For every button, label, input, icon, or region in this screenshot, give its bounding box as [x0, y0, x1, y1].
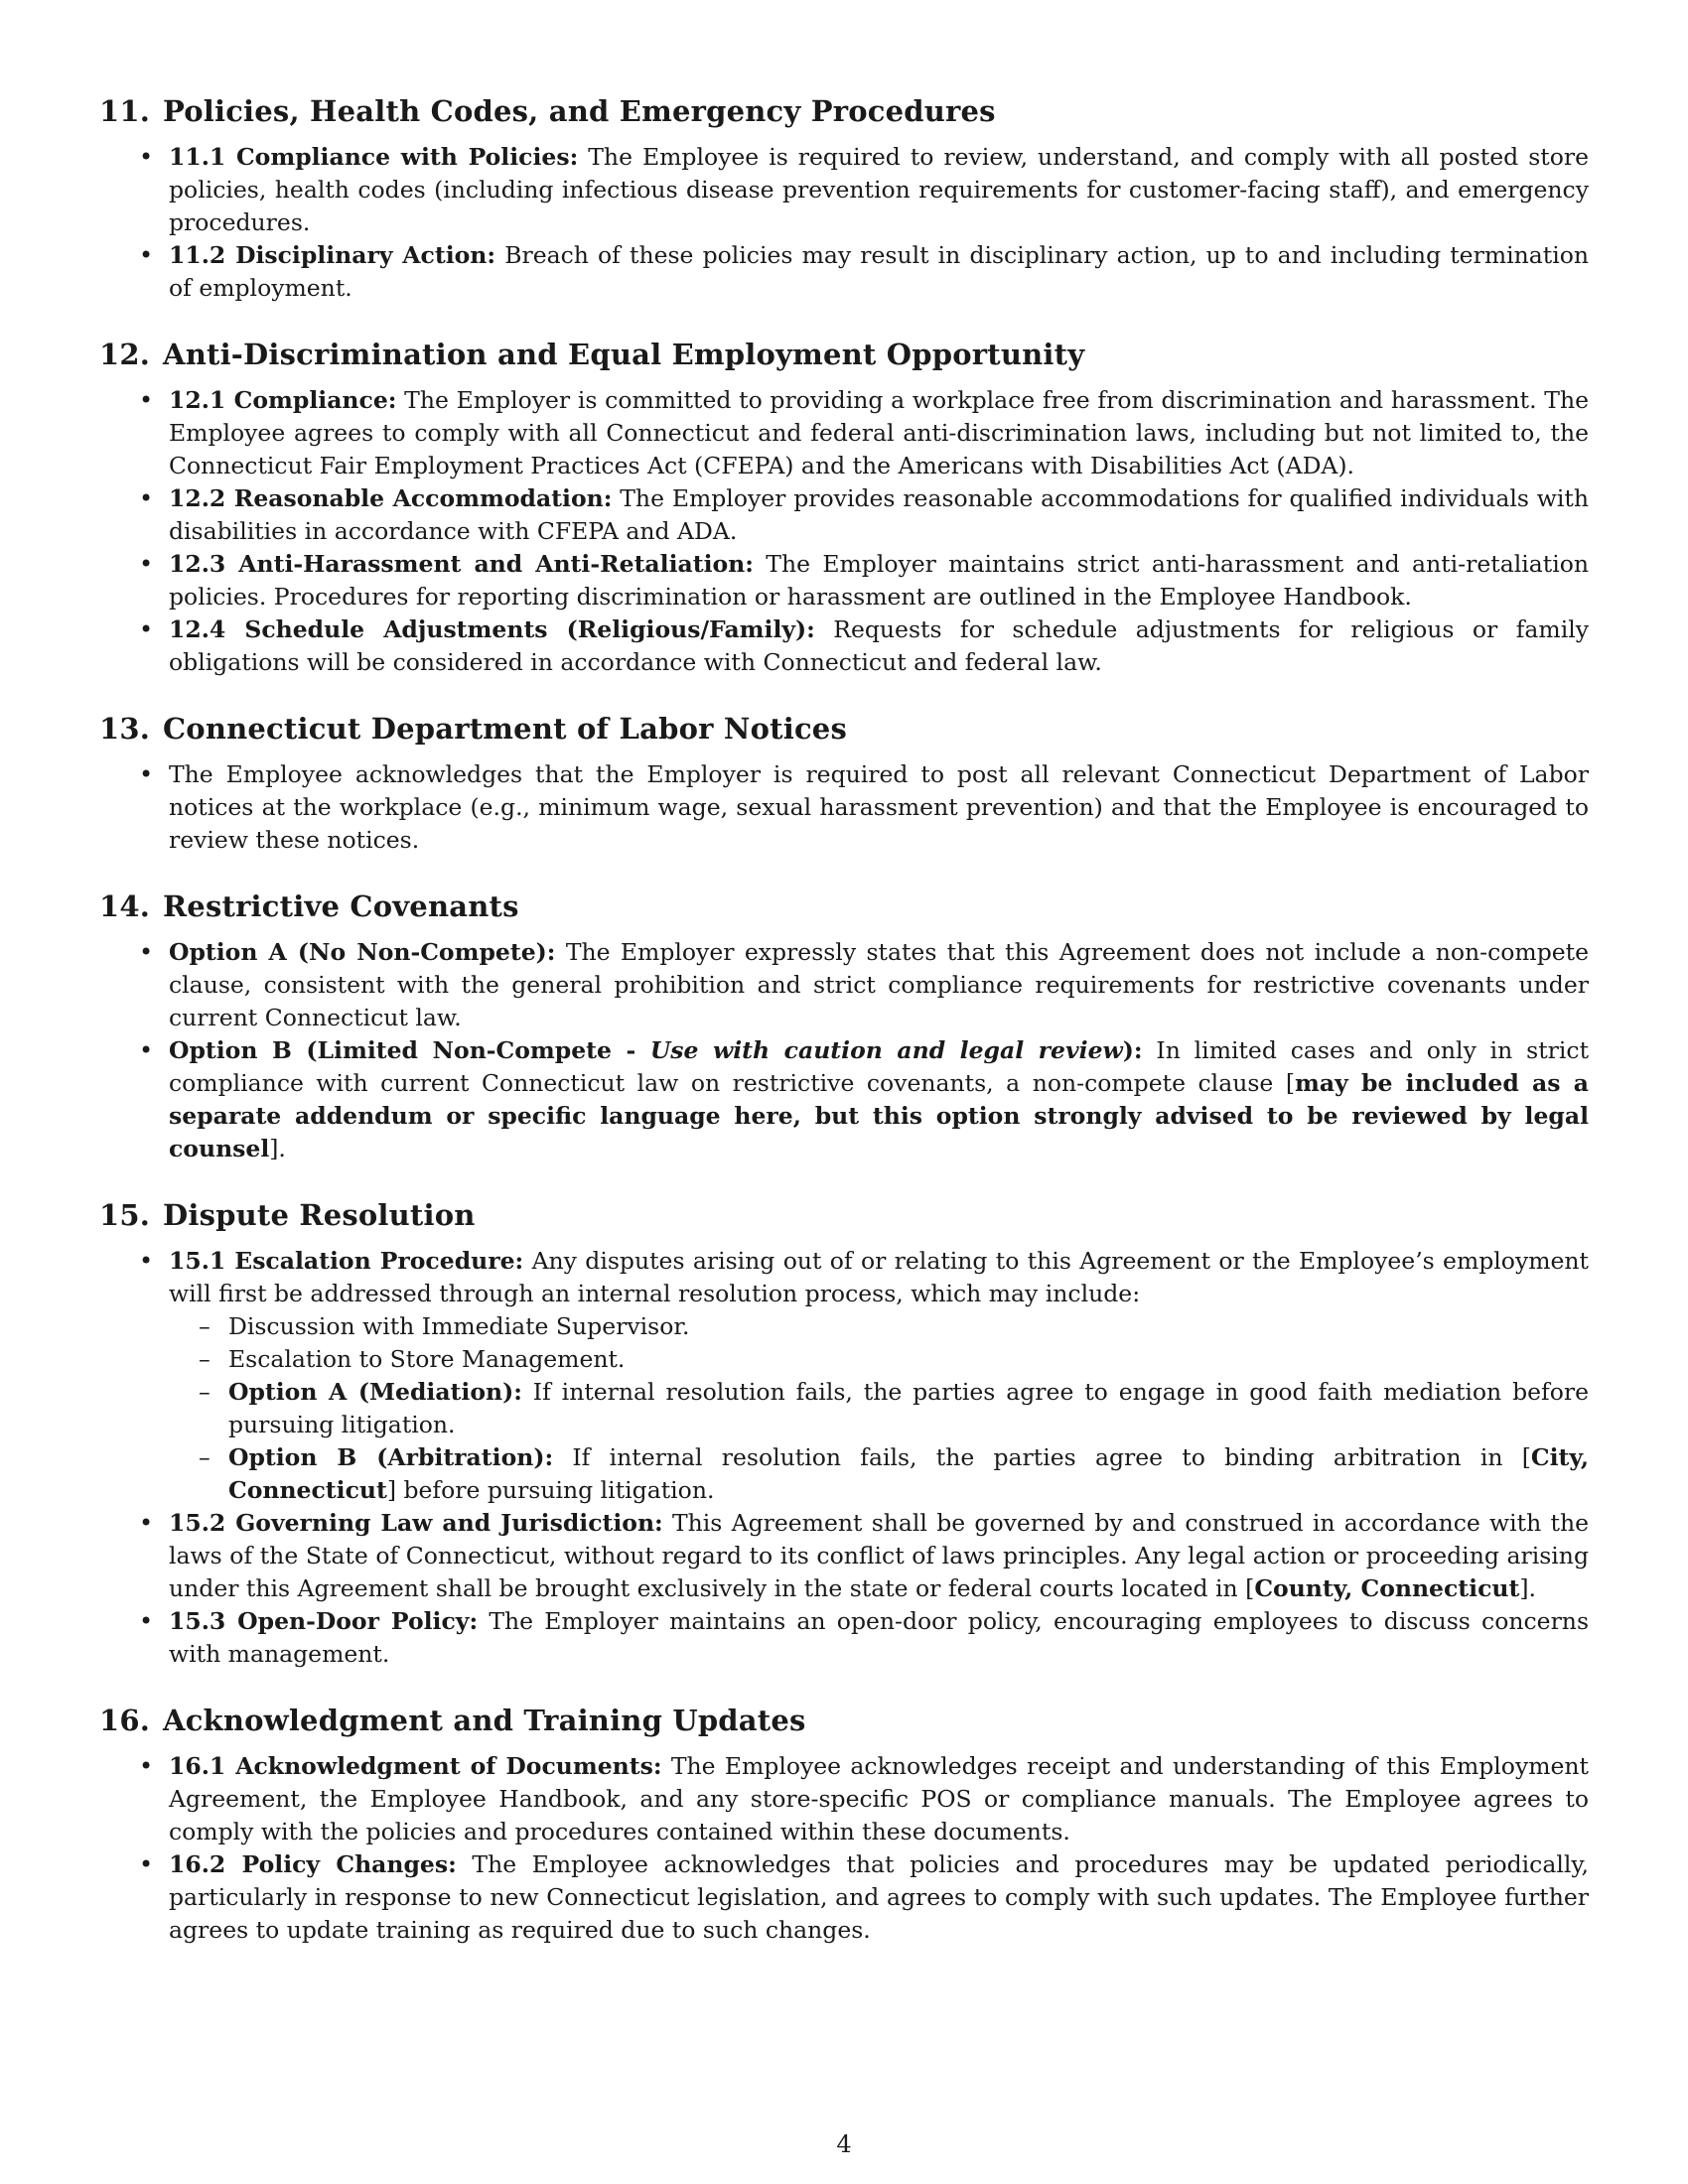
section-title: Policies, Health Codes, and Emergency Procedures — [163, 94, 996, 128]
section-number: 15. — [99, 1198, 151, 1232]
clause-text: Breach of these policies may result in disciplinary action, up to and including termination of employment. — [169, 241, 1590, 302]
clause-label: 15.3 Open-Door Policy: — [169, 1607, 479, 1635]
document-page — [99, 91, 1589, 1977]
clause-item — [169, 548, 1589, 614]
clause-text: If internal resolution fails, the parties agree to engage in good faith mediation before pursuing litigation. — [228, 1378, 1590, 1438]
clause-item — [169, 936, 1589, 1034]
clause-list — [99, 758, 1589, 857]
page-number: 4 — [836, 2130, 852, 2158]
clause-text: If internal resolution fails, the parties agree to binding arbitration in [ — [553, 1443, 1531, 1471]
section-heading — [99, 1195, 1589, 1235]
clause-text: Any disputes arising out of or relating to this Agreement or the Employee’s employment will first be addressed through an internal resolution process, which may include: — [169, 1247, 1590, 1307]
section-heading — [99, 887, 1589, 926]
clause-item — [169, 1848, 1589, 1947]
section-heading — [99, 709, 1589, 749]
clause-list — [99, 1245, 1589, 1671]
clause-text: The Employer is committed to providing a workplace free from discrimination and harassment. The Employee agrees to comply with all Connecticut and federal anti-discrimination laws, including but not limited to, the Connecticut Fair Employment Practices Act (CFEPA) and the Americans with Disabilities Act (ADA). — [169, 386, 1590, 479]
clause-label: 11.2 Disciplinary Action: — [169, 241, 496, 269]
clause-item — [169, 1245, 1589, 1507]
clause-label: 12.3 Anti-Harassment and Anti-Retaliation: — [169, 550, 754, 578]
clause-text: The Employer maintains an open-door policy, encouraging employees to discuss concerns with management. — [169, 1607, 1590, 1668]
section-number: 13. — [99, 712, 151, 746]
clause-text: The Employee acknowledges receipt and understanding of this Employment Agreement, the Employee Handbook, and any store-specific POS or compliance manuals. The Employee agrees to comply with the policies and procedures contained within these documents. — [169, 1752, 1589, 1845]
clause-item — [169, 1507, 1589, 1605]
clause-label: 15.1 Escalation Procedure: — [169, 1247, 524, 1275]
section-title: Acknowledgment and Training Updates — [163, 1704, 806, 1737]
clause-list — [99, 936, 1589, 1165]
clause-item — [169, 614, 1589, 679]
clause-text-end: ] before pursuing litigation. — [386, 1476, 715, 1504]
clause-item — [169, 1605, 1589, 1671]
clause-list — [99, 384, 1589, 679]
section-11 — [99, 91, 1589, 305]
section-title: Dispute Resolution — [163, 1198, 476, 1232]
clause-label: 16.1 Acknowledgment of Documents: — [169, 1752, 662, 1780]
clause-text: The Employer maintains strict anti-harassment and anti-retaliation policies. Procedures for reporting discrimination or harassment are outlined in the Employee Handbook. — [169, 550, 1589, 611]
section-heading — [99, 335, 1589, 374]
section-title: Connecticut Department of Labor Notices — [163, 712, 847, 746]
section-13 — [99, 709, 1589, 857]
clause-label: ): — [1122, 1036, 1143, 1064]
sub-clause-item — [228, 1376, 1589, 1441]
clause-label: Option A (No Non-Compete): — [169, 938, 556, 966]
section-number: 16. — [99, 1704, 151, 1737]
clause-text: In limited cases and only in strict compliance with current Connecticut law on restrictive covenants, a non-compete clause [ — [169, 1036, 1590, 1097]
clause-label: Option A (Mediation): — [228, 1378, 522, 1406]
clause-text: The Employer provides reasonable accommodations for qualified individuals with disabilities in accordance with CFEPA and ADA. — [169, 484, 1589, 545]
clause-text: The Employee acknowledges that policies and procedures may be updated periodically, particularly in response to new Connecticut legislation, and agrees to comply with such updates. The Employee further agrees to update training as required due to such changes. — [169, 1850, 1589, 1944]
section-14 — [99, 887, 1589, 1165]
section-title: Anti-Discrimination and Equal Employment Opportunity — [163, 338, 1085, 371]
clause-text-end: ]. — [1519, 1574, 1536, 1602]
clause-item — [169, 1034, 1589, 1165]
section-15 — [99, 1195, 1589, 1671]
clause-text: The Employer expressly states that this Agreement does not include a non-compete clause, consistent with the general prohibition and strict compliance requirements for restrictive covenants under current Connecticut law. — [169, 938, 1589, 1031]
clause-label: Option B (Arbitration): — [228, 1443, 554, 1471]
section-number: 14. — [99, 889, 151, 923]
clause-item — [169, 141, 1589, 239]
sub-clause-list — [169, 1310, 1589, 1507]
section-number: 11. — [99, 94, 151, 128]
clause-label: 16.2 Policy Changes: — [169, 1850, 457, 1878]
clause-label: Option B (Limited Non-Compete - — [169, 1036, 650, 1064]
clause-item — [169, 384, 1589, 482]
clause-label: 15.2 Governing Law and Jurisdiction: — [169, 1509, 663, 1537]
section-number: 12. — [99, 338, 151, 371]
clause-item — [169, 482, 1589, 548]
clause-list — [99, 141, 1589, 305]
clause-item — [169, 239, 1589, 305]
placeholder-text: County, Connecticut — [1254, 1574, 1520, 1602]
clause-label-italic: Use with caution and legal review — [649, 1036, 1123, 1064]
clause-item — [169, 1750, 1589, 1848]
sub-clause-item: – Escalation to Store Management. — [228, 1343, 1589, 1376]
clause-label: 12.4 Schedule Adjustments (Religious/Family): — [169, 615, 815, 643]
section-12 — [99, 335, 1589, 679]
clause-text: The Employee acknowledges that the Employer is required to post all relevant Connecticut Department of Labor notices at the workplace (e.g., minimum wage, sexual harassment prevention) and that the Employee is encouraged to review these notices. — [169, 760, 1589, 854]
section-heading — [99, 91, 1589, 131]
clause-text: Requests for schedule adjustments for religious or family obligations will be considered in accordance with Connecticut and federal law. — [169, 615, 1589, 676]
placeholder-text: City, Connecticut — [228, 1443, 1589, 1504]
clause-label: 12.1 Compliance: — [169, 386, 397, 414]
sub-clause-item: – Discussion with Immediate Supervisor. — [228, 1310, 1589, 1343]
section-16 — [99, 1701, 1589, 1947]
section-heading — [99, 1701, 1589, 1740]
clause-text-end: ]. — [269, 1135, 286, 1162]
clause-text: The Employee is required to review, understand, and comply with all posted store policies, health codes (including infectious disease prevention requirements for customer-facing staff), and emergency procedures. — [169, 143, 1590, 236]
clause-label: 11.1 Compliance with Policies: — [169, 143, 579, 171]
section-title: Restrictive Covenants — [163, 889, 519, 923]
sub-clause-item — [228, 1441, 1589, 1507]
placeholder-text: may be included as a separate addendum or specific language here, but this option strongly advised to be reviewed by legal counsel — [169, 1069, 1589, 1162]
clause-item — [169, 758, 1589, 857]
clause-text: This Agreement shall be governed by and construed in accordance with the laws of the State of Connecticut, without regard to its conflict of laws principles. Any legal action or proceeding arising under this Agreement shall be brought exclusively in the state or federal courts located in [ — [169, 1509, 1589, 1602]
clause-list — [99, 1750, 1589, 1947]
clause-label: 12.2 Reasonable Accommodation: — [169, 484, 613, 512]
